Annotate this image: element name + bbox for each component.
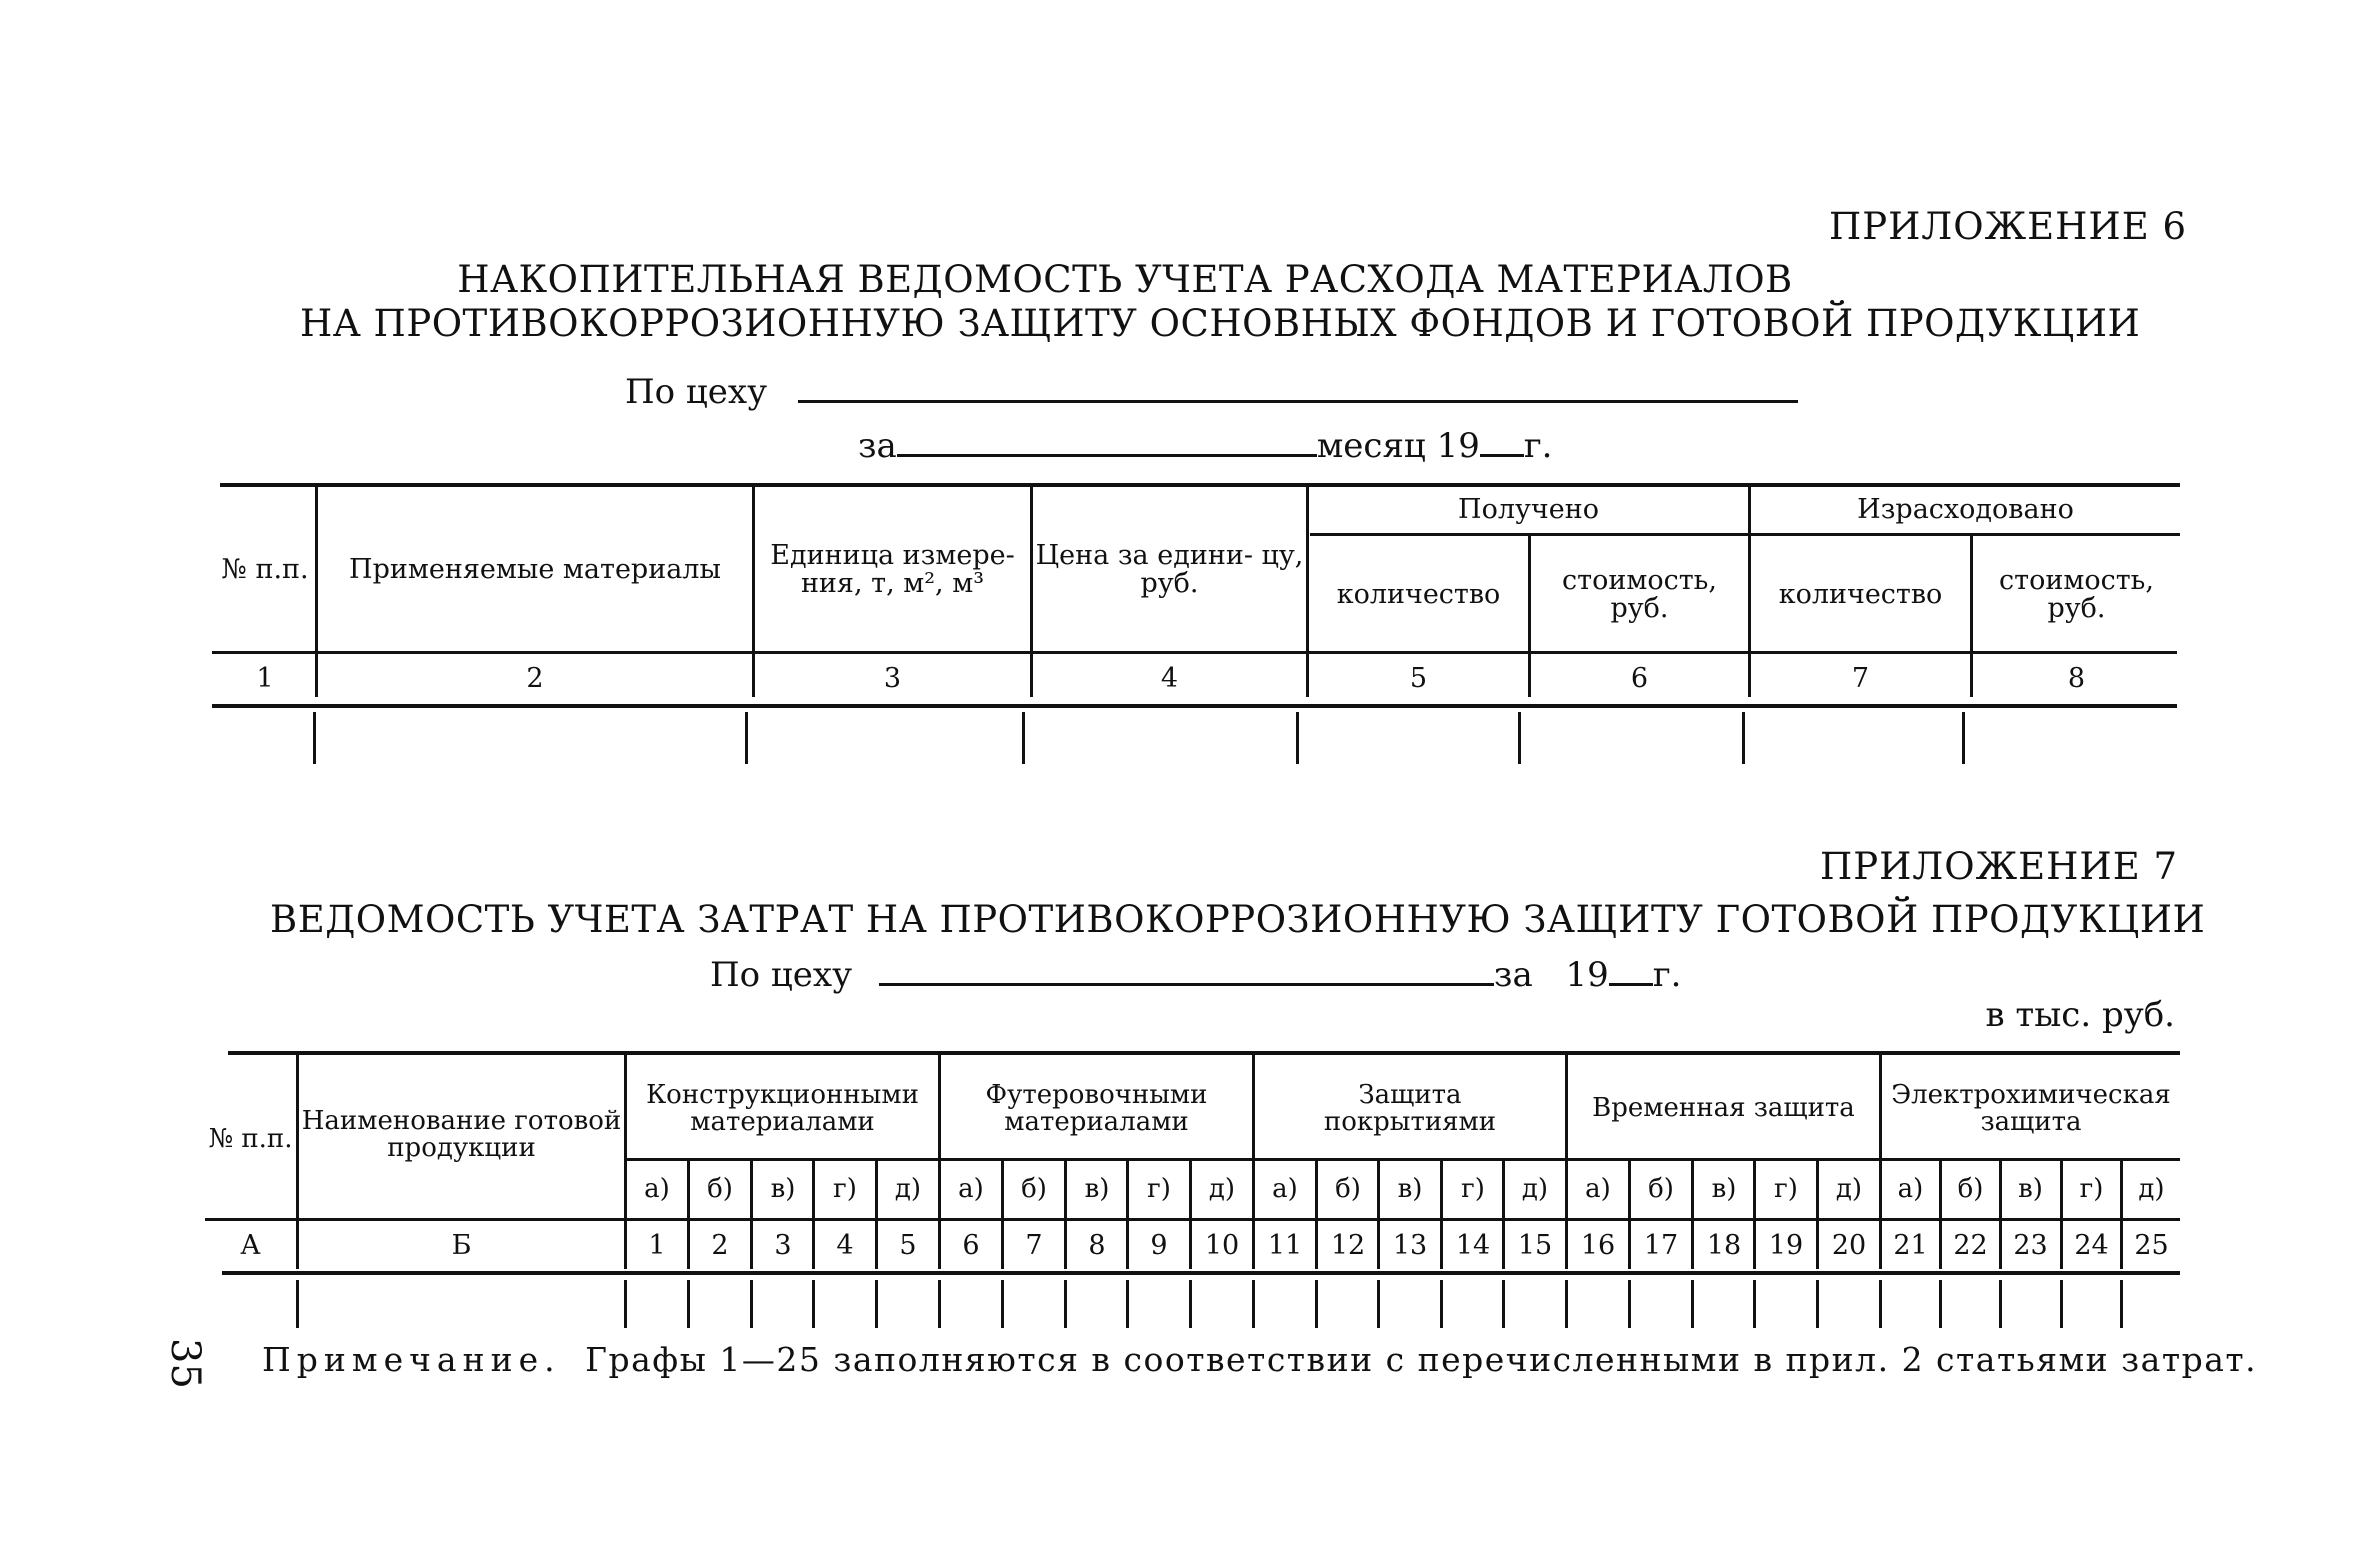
subcolumn-label: д)	[2138, 1174, 2165, 1205]
column-number: 22	[1953, 1229, 1988, 1261]
column-number: 6	[962, 1229, 980, 1261]
empty-row-tick	[1189, 1280, 1192, 1328]
column-number: 24	[2074, 1229, 2109, 1261]
column-number: 7	[1025, 1229, 1043, 1261]
empty-row-tick	[1628, 1280, 1631, 1328]
t7-group-lining: Футеровочными материалами	[985, 1079, 1208, 1137]
subcolumn-label: а)	[1585, 1174, 1611, 1205]
shop-label-7: По цеху	[710, 955, 853, 995]
empty-row-tick	[1126, 1280, 1129, 1328]
subcolumn-label: б)	[1021, 1174, 1047, 1205]
year-blank[interactable]	[1480, 446, 1524, 457]
subcolumn-label: а)	[644, 1174, 670, 1205]
period-line-6	[858, 426, 1552, 466]
header-num: № п.п.	[221, 553, 309, 585]
empty-row-tick	[1315, 1280, 1318, 1328]
note-label: Примечание.	[262, 1340, 561, 1379]
subcolumn-label: а)	[1897, 1174, 1924, 1205]
empty-row-tick	[1816, 1280, 1819, 1328]
empty-row-tick	[1377, 1280, 1380, 1328]
column-number: 2	[711, 1229, 729, 1261]
empty-row-tick	[1440, 1280, 1443, 1328]
t7-group-coatings: Защита покрытиями	[1323, 1079, 1497, 1137]
units-note: в тыс. руб.	[1985, 995, 2175, 1035]
empty-row-tick	[2060, 1280, 2063, 1328]
col-num-3: 3	[883, 662, 902, 694]
empty-row-tick	[1502, 1280, 1505, 1328]
col-num-1: 1	[256, 662, 274, 694]
t7-col-letter-b: Б	[451, 1229, 472, 1261]
column-number: 14	[1455, 1229, 1491, 1261]
shop-line-6	[625, 372, 1798, 412]
column-number: 11	[1267, 1229, 1303, 1261]
empty-row-tick	[1999, 1280, 2002, 1328]
subcolumn-label: г)	[2079, 1174, 2104, 1205]
appendix-6-title-line1: НАКОПИТЕЛЬНАЯ ВЕДОМОСТЬ УЧЕТА РАСХОДА МАТЕРИАЛОВ	[457, 258, 1793, 301]
subcolumn-label: а)	[1272, 1174, 1298, 1205]
period-year: 19	[1436, 426, 1480, 466]
column-number: 15	[1517, 1229, 1553, 1261]
subcolumn-label: а)	[958, 1174, 984, 1205]
shop-label: По цеху	[625, 372, 768, 412]
header-spent: Израсходовано	[1857, 493, 2074, 525]
header-materials: Применяемые материалы	[349, 553, 721, 585]
col-num-6: 6	[1630, 662, 1649, 694]
subcolumn-label: г)	[1147, 1174, 1171, 1205]
period-year-7: 19	[1565, 955, 1609, 995]
appendix-6-title-line2: НА ПРОТИВОКОРРОЗИОННУЮ ЗАЩИТУ ОСНОВНЫХ ФОНДОВ И ГОТОВОЙ ПРОДУКЦИИ	[300, 302, 2141, 345]
empty-row-tick	[1001, 1280, 1004, 1328]
column-number: 4	[836, 1229, 854, 1261]
year-blank-7[interactable]	[1609, 975, 1653, 986]
header-received-cost: стоимость, руб.	[1562, 564, 1717, 624]
column-number: 21	[1893, 1229, 1928, 1261]
t7-group-temporary: Временная защита	[1592, 1093, 1855, 1124]
subcolumn-label: д)	[1835, 1174, 1863, 1205]
subcolumn-label: д)	[1521, 1174, 1549, 1205]
footnote	[262, 1340, 2257, 1379]
empty-row-tick	[624, 1280, 627, 1328]
month-blank[interactable]	[897, 446, 1317, 457]
column-number: 10	[1204, 1229, 1240, 1261]
period-month: месяц	[1316, 426, 1426, 466]
header-spent-cost: стоимость, руб.	[1999, 564, 2154, 624]
empty-row-tick	[812, 1280, 815, 1328]
column-number: 17	[1643, 1229, 1679, 1261]
period-for: за	[858, 426, 897, 466]
empty-row-tick	[938, 1280, 941, 1328]
column-number: 13	[1392, 1229, 1428, 1261]
column-number: 5	[899, 1229, 917, 1261]
subcolumn-label: б)	[1648, 1174, 1674, 1205]
page-number: 35	[162, 1338, 208, 1389]
header-price: Цена за едини- цу, руб.	[1035, 539, 1304, 599]
col-num-2: 2	[526, 662, 544, 694]
column-number: 18	[1706, 1229, 1742, 1261]
empty-row-tick	[1064, 1280, 1067, 1328]
empty-row-tick	[750, 1280, 753, 1328]
column-number: 23	[2013, 1229, 2048, 1261]
shop-blank-7[interactable]	[879, 975, 1494, 986]
empty-row-tick	[1879, 1280, 1882, 1328]
empty-row-tick	[296, 1280, 299, 1328]
period-for-7: за	[1493, 955, 1533, 995]
empty-row-tick	[2120, 1280, 2123, 1328]
header-unit: Единица измере- ния, т, м², м³	[770, 539, 1015, 599]
period-suffix: г.	[1523, 426, 1553, 466]
header-received: Получено	[1458, 493, 1599, 525]
col-num-8: 8	[2067, 662, 2086, 694]
note-text: Графы 1—25 заполняются в соответствии с перечисленными в прил. 2 статьями затрат.	[585, 1340, 2258, 1379]
column-number: 12	[1330, 1229, 1366, 1261]
col-num-7: 7	[1851, 662, 1870, 694]
column-number: 9	[1150, 1229, 1168, 1261]
column-number: 25	[2134, 1229, 2169, 1261]
empty-row-tick	[875, 1280, 878, 1328]
page-number-wrapper	[160, 1340, 210, 1390]
empty-row-tick	[1691, 1280, 1694, 1328]
t7-group-electrochemical: Электрохимическая защита	[1891, 1079, 2171, 1137]
empty-row-tick	[1753, 1280, 1756, 1328]
empty-row-tick	[1565, 1280, 1568, 1328]
column-number: 3	[774, 1229, 792, 1261]
empty-row-tick	[687, 1280, 690, 1328]
column-number: 20	[1831, 1229, 1867, 1261]
shop-line-7	[710, 955, 1681, 995]
empty-row-tick	[1252, 1280, 1255, 1328]
col-num-4: 4	[1160, 662, 1179, 694]
t7-header-product: Наименование готовой продукции	[301, 1105, 622, 1163]
period-suffix-7: г.	[1652, 955, 1682, 995]
col-num-5: 5	[1409, 662, 1428, 694]
column-number: 1	[648, 1229, 666, 1261]
appendix-6-label: ПРИЛОЖЕНИЕ 6	[1828, 205, 2187, 248]
subcolumn-label: в)	[1711, 1174, 1737, 1205]
subcolumn-label: в)	[2018, 1174, 2043, 1205]
appendix-7-title: ВЕДОМОСТЬ УЧЕТА ЗАТРАТ НА ПРОТИВОКОРРОЗИОННУЮ ЗАЩИТУ ГОТОВОЙ ПРОДУКЦИИ	[270, 898, 2206, 941]
t7-group-structural: Конструкционными материалами	[646, 1079, 919, 1137]
subcolumn-label: д)	[1208, 1174, 1236, 1205]
t7-col-letter-a: А	[240, 1229, 261, 1261]
shop-blank[interactable]	[798, 392, 1798, 403]
subcolumn-label: в)	[770, 1174, 796, 1205]
subcolumn-label: г)	[1461, 1174, 1485, 1205]
subcolumn-label: в)	[1084, 1174, 1110, 1205]
subcolumn-label: г)	[833, 1174, 857, 1205]
empty-row-tick	[1939, 1280, 1942, 1328]
t7-header-num: № п.п.	[208, 1124, 293, 1155]
column-number: 16	[1580, 1229, 1616, 1261]
appendix-7-label: ПРИЛОЖЕНИЕ 7	[1819, 845, 2178, 888]
subcolumn-label: д)	[894, 1174, 922, 1205]
subcolumn-label: б)	[1957, 1174, 1984, 1205]
header-received-qty: количество	[1336, 578, 1501, 610]
subcolumn-label: б)	[1335, 1174, 1361, 1205]
subcolumn-label: г)	[1774, 1174, 1798, 1205]
subcolumn-label: б)	[707, 1174, 733, 1205]
column-number: 19	[1768, 1229, 1804, 1261]
header-spent-qty: количество	[1778, 578, 1943, 610]
column-number: 8	[1088, 1229, 1106, 1261]
subcolumn-label: в)	[1397, 1174, 1423, 1205]
